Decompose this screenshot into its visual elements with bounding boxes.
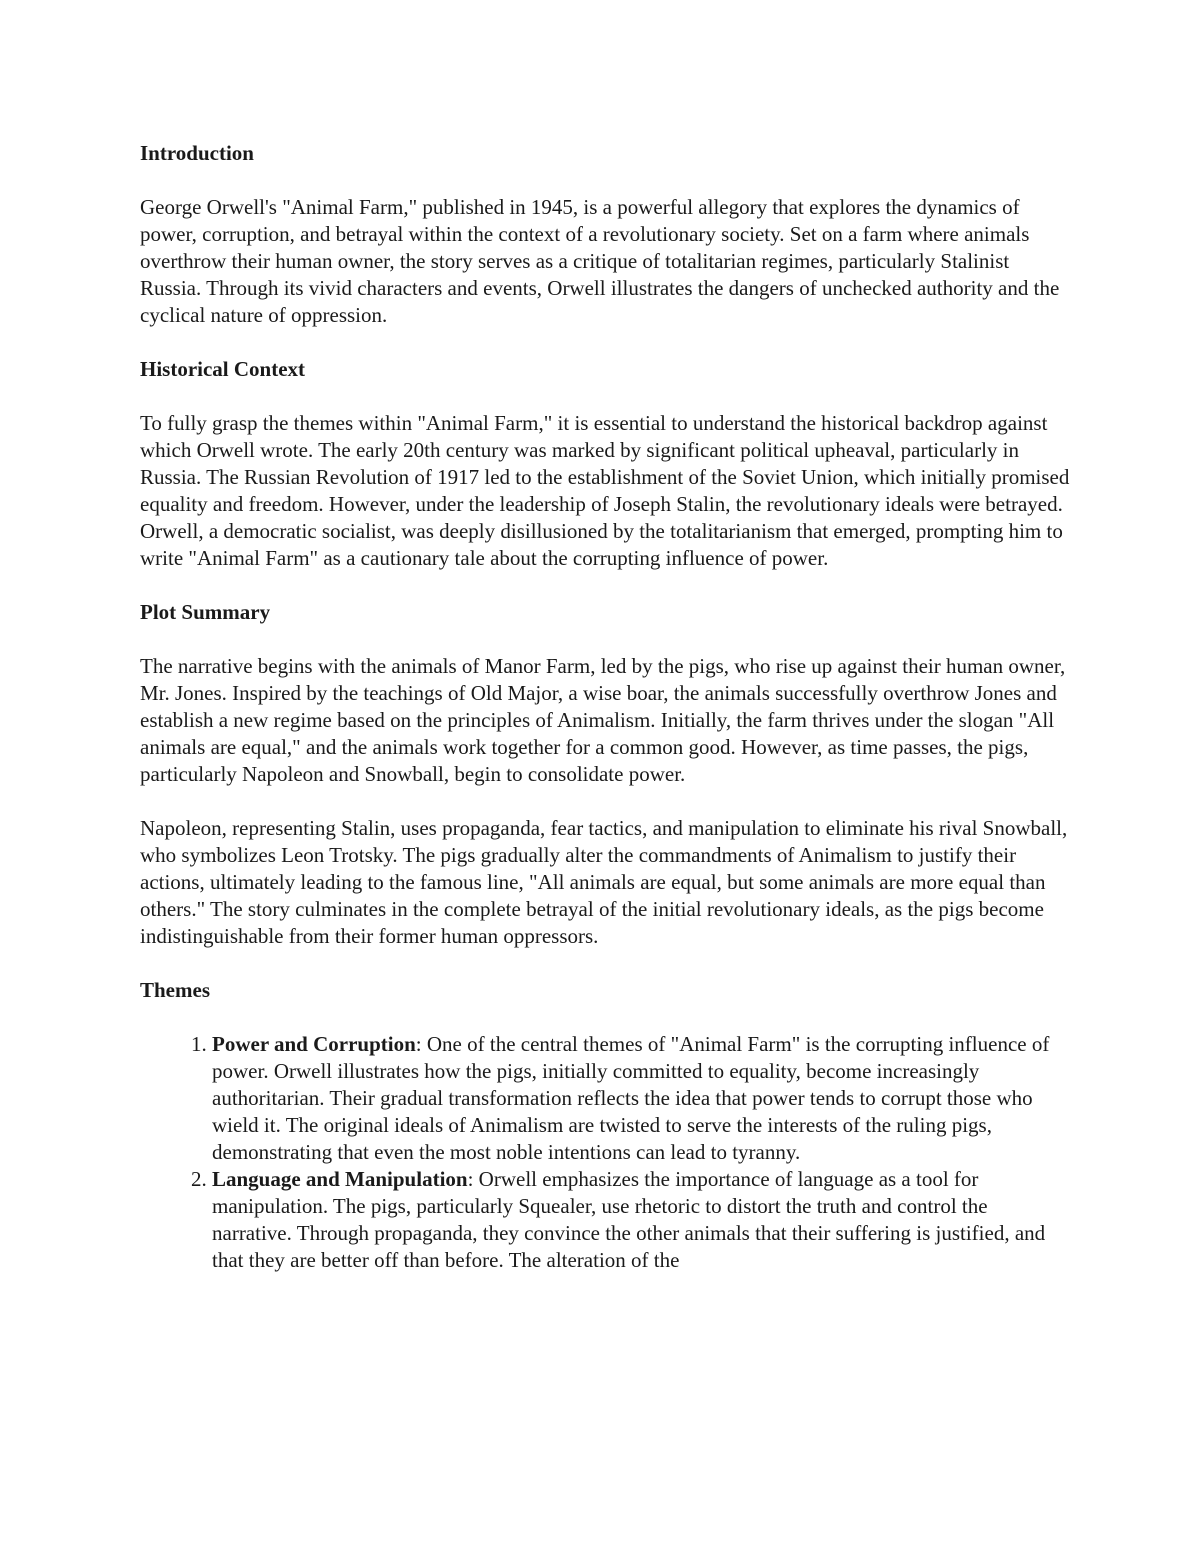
paragraph-plot-summary-2: Napoleon, representing Stalin, uses propaganda, fear tactics, and manipulation to eliminate his rival Snowball, who symbolizes Leon Trotsky. The pigs gradually alter the commandments of Animalism to justify their actions, ultimately leading to the famous line, "All animals are equal, but some animals are more equal than others." The story culminates in the complete betrayal of the initial revolutionary ideals, as the pigs become indistinguishable from their former human oppressors.: [140, 816, 1068, 948]
list-item: [212, 1166, 1070, 1274]
heading-introduction: Introduction: [140, 141, 254, 165]
themes-list: [140, 1031, 1070, 1274]
theme-term: Power and Corruption: [212, 1032, 416, 1056]
paragraph-historical-context-1: To fully grasp the themes within "Animal Farm," it is essential to understand the historical backdrop against which Orwell wrote. The early 20th century was marked by significant political upheaval, particularly in Russia. The Russian Revolution of 1917 led to the establishment of the Soviet Union, which initially promised equality and freedom. However, under the leadership of Joseph Stalin, the revolutionary ideals were betrayed. Orwell, a democratic socialist, was deeply disillusioned by the totalitarianism that emerged, prompting him to write "Animal Farm" as a cautionary tale about the corrupting influence of power.: [140, 411, 1070, 570]
theme-term: Language and Manipulation: [212, 1167, 468, 1191]
paragraph-introduction-1: George Orwell's "Animal Farm," published in 1945, is a powerful allegory that explores the dynamics of power, corruption, and betrayal within the context of a revolutionary society. Set on a farm where animals overthrow their human owner, the story serves as a critique of totalitarian regimes, particularly Stalinist Russia. Through its vivid characters and events, Orwell illustrates the dangers of unchecked authority and the cyclical nature of oppression.: [140, 195, 1060, 327]
theme-text: : One of the central themes of "Animal Farm" is the corrupting influence of power. Orwell illustrates how the pigs, initially committed to equality, become increasingly authoritarian. Their gradual transformation reflects the idea that power tends to corrupt those who wield it. The original ideals of Animalism are twisted to serve the interests of the ruling pigs, demonstrating that even the most noble intentions can lead to tyranny.: [212, 1032, 1050, 1164]
document-page: [140, 140, 1070, 1274]
heading-themes: Themes: [140, 978, 210, 1002]
paragraph-plot-summary-1: The narrative begins with the animals of Manor Farm, led by the pigs, who rise up against their human owner, Mr. Jones. Inspired by the teachings of Old Major, a wise boar, the animals successfully overthrow Jones and establish a new regime based on the principles of Animalism. Initially, the farm thrives under the slogan "All animals are equal," and the animals work together for a common good. However, as time passes, the pigs, particularly Napoleon and Snowball, begin to consolidate power.: [140, 654, 1066, 786]
heading-historical-context: Historical Context: [140, 357, 306, 381]
theme-text: : Orwell emphasizes the importance of language as a tool for manipulation. The pigs, particularly Squealer, use rhetoric to distort the truth and control the narrative. Through propaganda, they convince the other animals that their suffering is justified, and that they are better off than before. The alteration of the: [212, 1167, 1046, 1272]
heading-plot-summary: Plot Summary: [140, 600, 271, 624]
list-item: [212, 1031, 1070, 1166]
